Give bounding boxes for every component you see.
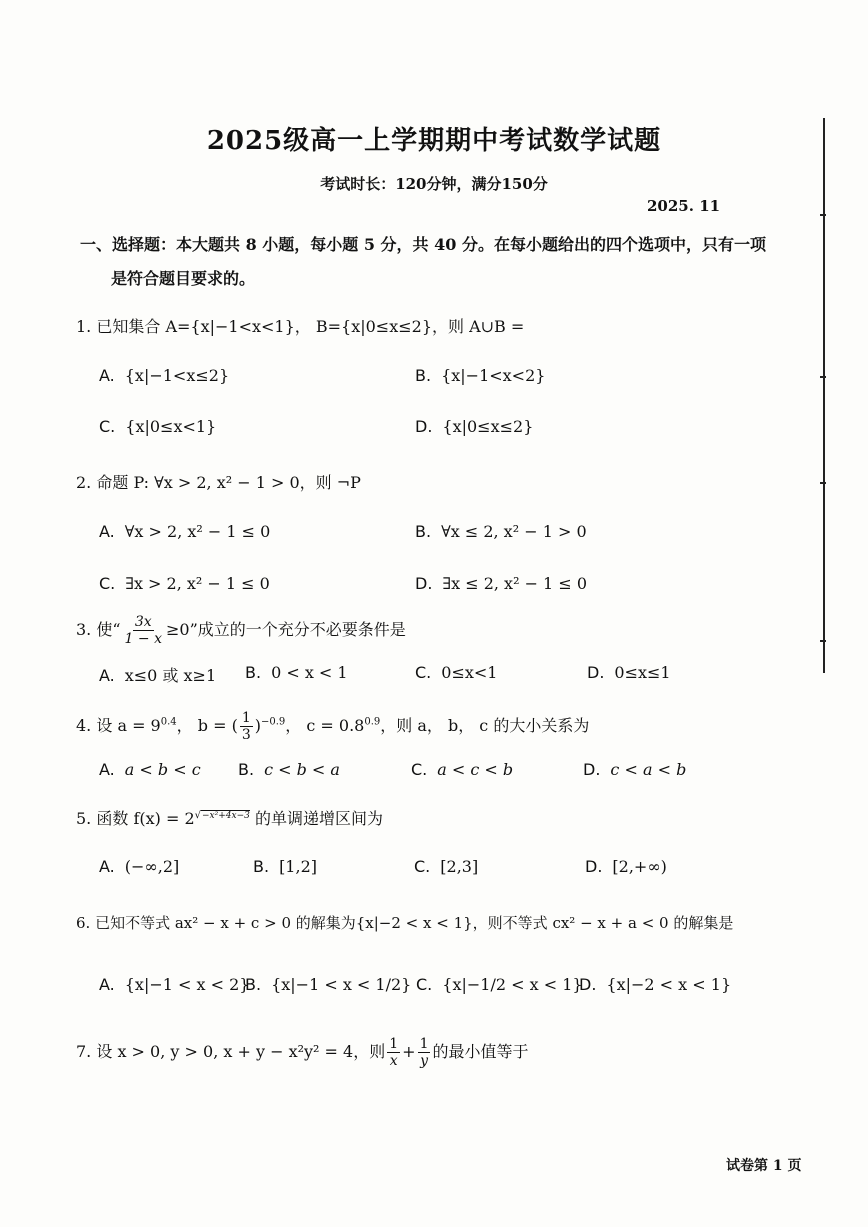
- q1-option-d[interactable]: D. {x|0≤x≤2}: [415, 417, 534, 436]
- question-2-stem: 2. 命题 P: ∀x > 2, x² − 1 > 0，则 ¬P: [76, 473, 361, 492]
- question-5-stem: 5. 函数 $f(x) = 2^{√-x^2+4x-3}$ 的单调递增区间为: [76, 809, 383, 828]
- page-title: 2025级高一上学期期中考试数学试题: [206, 126, 662, 156]
- q6-option-a[interactable]: A. {x|−1 < x < 2}: [99, 975, 250, 994]
- binding-rule: [823, 118, 825, 673]
- question-6-stem: 6. 已知不等式 ax² − x + c > 0 的解集为{x|−2 < x < 1}，则不等式 cx² − x + a < 0 的解集是: [76, 914, 734, 932]
- question-4-stem: 4. 设 $a = 9^{0.4}$， b = ( $\frac{1}{3}$ )$^{-0.9}$， $c = 0.8^{0.9}$，则 a， b， c 的大小关系为: [76, 710, 590, 743]
- section-heading-cont: 是符合题目要求的。: [111, 269, 256, 288]
- q5-option-c[interactable]: C. [2,3]: [414, 857, 479, 876]
- q5-option-d[interactable]: D. [2,+∞): [585, 857, 667, 876]
- binding-mark: [820, 376, 826, 378]
- q1-option-c[interactable]: C. {x|0≤x<1}: [99, 417, 217, 436]
- q6-option-b[interactable]: B. {x|−1 < x < 1/2}: [245, 975, 412, 994]
- question-7-stem: 7. 设 x > 0, y > 0, x + y − x²y² = 4，则 $\frac{1}{x}$ + $\frac{1}{y}$ 的最小值等于: [76, 1036, 529, 1069]
- binding-mark: [820, 214, 826, 216]
- exam-date: 2025. 11: [647, 197, 721, 215]
- q1-option-b[interactable]: B. {x|−1<x<2}: [415, 366, 546, 385]
- q2-option-a[interactable]: A. ∀x > 2, x² − 1 ≤ 0: [99, 522, 271, 541]
- q2-option-b[interactable]: B. ∀x ≤ 2, x² − 1 > 0: [415, 522, 587, 541]
- fraction: $\frac{1}{y}$: [419, 1036, 429, 1069]
- q6-option-d[interactable]: D. {x|−2 < x < 1}: [579, 975, 732, 994]
- exam-info: 考试时长：120分钟，满分150分: [320, 175, 548, 193]
- fraction: $\frac{1}{x}$: [389, 1036, 399, 1069]
- q3-option-c[interactable]: C. 0≤x<1: [415, 663, 498, 682]
- q1-option-a[interactable]: A. {x|−1<x≤2}: [99, 366, 230, 385]
- q6-option-c[interactable]: C. {x|−1/2 < x < 1}: [416, 975, 583, 994]
- binding-mark: [820, 640, 826, 642]
- q4-option-d[interactable]: D. c < a < b: [583, 760, 687, 779]
- q4-option-b[interactable]: B. c < b < a: [238, 760, 340, 779]
- fraction: $\frac{3x}{1 - x}$: [124, 614, 162, 647]
- q5-option-b[interactable]: B. [1,2]: [253, 857, 317, 876]
- fraction: $\frac{1}{3}$: [241, 710, 251, 743]
- question-3-stem: 3. 使“ $\frac{3x}{1 - x}$ ≥0”成立的一个充分不必要条件是: [76, 614, 406, 647]
- q4-option-c[interactable]: C. a < c < b: [411, 760, 514, 779]
- question-1-stem: 1. 已知集合 A={x|−1<x<1}， B={x|0≤x≤2}，则 A∪B =: [76, 317, 525, 336]
- q2-option-d[interactable]: D. ∃x ≤ 2, x² − 1 ≤ 0: [415, 574, 587, 593]
- page-number: 试卷第 1 页: [726, 1158, 802, 1174]
- q5-option-a[interactable]: A. (−∞,2]: [99, 857, 180, 876]
- q3-option-b[interactable]: B. 0 < x < 1: [245, 663, 348, 682]
- q3-option-d[interactable]: D. 0≤x≤1: [587, 663, 671, 682]
- section-heading: 一、选择题：本大题共 8 小题，每小题 5 分，共 40 分。在每小题给出的四个选项中，只有一项: [80, 235, 766, 254]
- q2-option-c[interactable]: C. ∃x > 2, x² − 1 ≤ 0: [99, 574, 270, 593]
- q3-option-a[interactable]: A. x≤0 或 x≥1: [99, 666, 217, 685]
- q4-option-a[interactable]: A. a < b < c: [99, 760, 201, 779]
- binding-mark: [820, 482, 826, 484]
